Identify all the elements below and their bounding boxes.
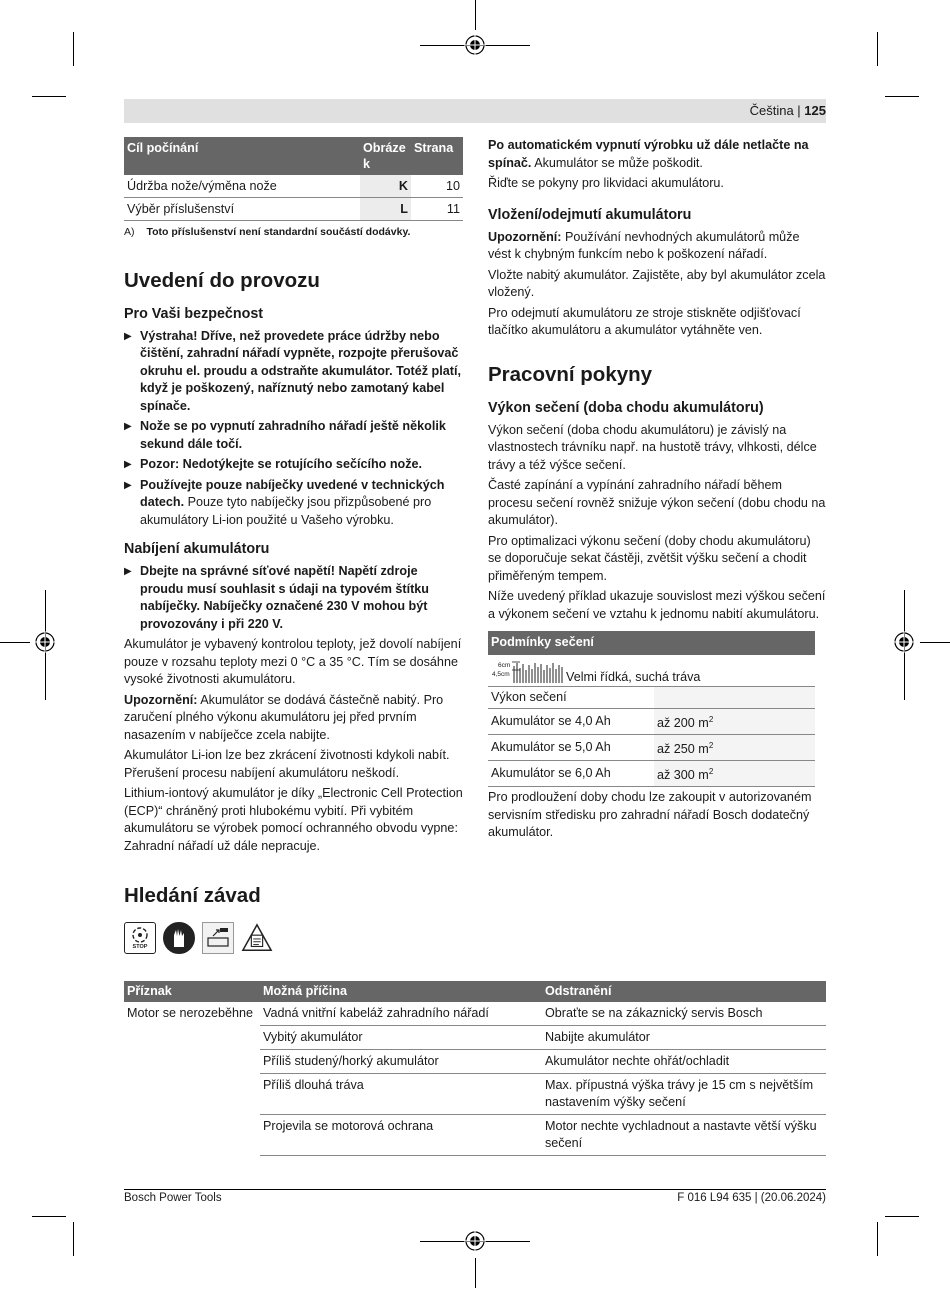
paragraph: Akumulátor je vybavený kontrolou teploty, jež dovolí nabíjení pouze v rozsahu teploty mezi 0 °C a 35 °C. Tím se dosáhne vysoké životnosti akumulátoru.	[124, 637, 462, 686]
conditions-header: Podmínky sečení	[488, 631, 815, 655]
remove-battery-icon	[202, 922, 234, 954]
left-column	[124, 137, 463, 858]
registration-mark-icon	[893, 631, 915, 653]
arrow-bullet-icon: ▶	[124, 421, 132, 432]
table-cell: Údržba nože/výměna nože	[124, 175, 360, 198]
table-cell	[124, 1115, 260, 1156]
crop-mark	[877, 1222, 878, 1256]
table-cell: Akumulátor se 4,0 Ah	[488, 708, 654, 734]
header-remedy: Odstranění	[542, 981, 826, 1002]
crop-mark	[885, 1216, 919, 1217]
bullet-text: Pozor: Nedotýkejte se rotujícího sečícího nože.	[140, 457, 423, 471]
paragraph: Akumulátor Li-ion lze bez zkrácení životnosti kdykoli nabít. Přerušení procesu nabíjení akumulátoru neškodí.	[124, 748, 450, 780]
table-cell: Projevila se motorová ochrana	[260, 1115, 542, 1156]
bullet-text: Dbejte na správné síťové napětí! Napětí zdroje proudu musí souhlasit s údaji na typovém štítku nabíječky. Nabíječky označené 230 V mohou být provozovány i při 220 V.	[140, 564, 429, 631]
table-cell: Max. přípustná výška trávy je 15 cm s největším nastavením výšky sečení	[542, 1074, 826, 1115]
list-item	[124, 456, 463, 474]
table-cell	[124, 1026, 260, 1050]
note-text: Akumulátor se dodává částečně nabitý. Pro zaručení plného výkonu akumulátoru jej před prvním nasazením v nabíječce zcela nabijte.	[124, 692, 444, 742]
table-cell: Příliš studený/horký akumulátor	[260, 1050, 542, 1074]
registration-mark-icon	[34, 631, 56, 653]
paragraph-text: Akumulátor se může poškodit.	[531, 155, 703, 170]
page-header: Čeština | 125	[749, 103, 826, 118]
table-row	[124, 198, 463, 221]
crop-mark	[0, 642, 30, 643]
note-label: Upozornění:	[488, 229, 562, 244]
paragraph: Řiďte se pokyny pro likvidaci akumulátoru.	[488, 176, 724, 190]
crop-mark	[885, 96, 919, 97]
paragraph: Pro prodloužení doby chodu lze zakoupit v autorizovaném servisním středisku pro zahradní nářadí Bosch dodatečný akumulátor.	[488, 790, 812, 840]
footer-brand: Bosch Power Tools	[124, 1192, 222, 1204]
bullet-text: Používejte pouze nabíječky uvedené v technických datech.	[140, 477, 445, 509]
table-cell: Vybitý akumulátor	[260, 1026, 542, 1050]
paragraph: Časté zapínání a vypínání zahradního nářadí během procesu sečení rovněž snižuje výkon sečení (dobu chodu na akumulátor).	[488, 478, 826, 527]
table-cell	[124, 1050, 260, 1074]
heading-nabijeni: Nabíjení akumulátoru	[124, 541, 270, 557]
parts-header-page: Strana	[411, 137, 463, 175]
list-item	[124, 418, 463, 453]
grass-condition-label: Velmi řídká, suchá tráva	[566, 669, 701, 684]
list-item	[124, 328, 463, 416]
table-row	[124, 175, 463, 198]
header-language: Čeština	[749, 103, 794, 118]
heading-pracovni: Pracovní pokyny	[488, 362, 653, 386]
table-cell: Akumulátor nechte ohřát/ochladit	[542, 1050, 826, 1074]
grass-illustration-cell	[488, 655, 815, 687]
paragraph: Výkon sečení (doba chodu akumulátoru) je závislý na vlastnostech trávníku např. na hustotě trávy, vlhkosti, délce trávy a též výšce sečení.	[488, 422, 817, 472]
area-value: až 250 m	[657, 741, 709, 756]
registration-mark-icon	[464, 34, 486, 56]
paragraph: Vložte nabitý akumulátor. Zajistěte, aby byl akumulátor zcela vložený.	[488, 267, 826, 299]
table-row	[488, 760, 815, 786]
table-cell: Motor nechte vychladnout a nastavte větší výšku sečení	[542, 1115, 826, 1156]
area-value: až 300 m	[657, 768, 709, 783]
area-value: až 200 m	[657, 715, 709, 730]
list-item	[124, 563, 463, 633]
table-row	[124, 1115, 826, 1156]
heading-bezpecnost: Pro Vaši bezpečnost	[124, 305, 264, 322]
table-cell	[654, 734, 815, 760]
heading-uvedeni: Uvedení do provozu	[124, 268, 320, 292]
table-cell: 10	[411, 175, 463, 198]
page-number: 125	[804, 103, 826, 118]
table-cell: Příliš dlouhá tráva	[260, 1074, 542, 1115]
table-row	[124, 1002, 826, 1026]
paragraph: Níže uvedený příklad ukazuje souvislost mezi výškou sečení a výkonem sečení ve vztahu k jednomu nabití akumulátoru.	[488, 589, 826, 621]
table-cell: Výběr příslušenství	[124, 198, 360, 221]
list-item	[124, 477, 463, 530]
table-row	[488, 655, 815, 687]
registration-mark-icon	[464, 1230, 486, 1252]
table-cell: Výkon sečení	[488, 686, 654, 708]
arrow-bullet-icon: ▶	[124, 330, 132, 342]
table-cell: 11	[411, 198, 463, 221]
table-cell: Akumulátor se 6,0 Ah	[488, 760, 654, 786]
table-cell	[654, 760, 815, 786]
gloves-icon	[163, 922, 195, 954]
safety-icons	[124, 922, 273, 954]
stop-label: STOP	[132, 944, 148, 950]
paragraph: Pro optimalizaci výkonu sečení (doby chodu akumulátoru) se doporučuje sekat částěji, zvětšit výšku sečení a chodit přiměřeným tempem.	[488, 533, 811, 583]
header-bar	[124, 99, 826, 123]
crop-mark	[32, 1216, 66, 1217]
note-text: Používání nevhodných akumulátorů může vést k chybným funkcím nebo k poškození nářadí.	[488, 229, 800, 261]
parts-header-figure: Obráze k	[360, 137, 411, 175]
table-row	[124, 1026, 826, 1050]
table-cell: Obraťte se na zákaznický servis Bosch	[542, 1002, 826, 1026]
heading-hledani-zavad: Hledání závad	[124, 884, 261, 907]
mowing-conditions-table	[488, 631, 815, 787]
grass-height-45cm: 4,5cm	[492, 670, 510, 678]
area-unit-exponent: 2	[708, 714, 714, 724]
crop-mark	[73, 1222, 74, 1256]
footnote-text: Toto příslušenství není standardní součástí dodávky.	[146, 226, 411, 238]
bullet-text: Pouze tyto nabíječky jsou přizpůsobené pro akumulátory Li-ion použité u Vašeho výrobku.	[140, 495, 432, 527]
paragraph	[124, 692, 463, 745]
crop-mark	[475, 0, 476, 30]
footnote-marker: A)	[124, 226, 135, 238]
parts-header-goal: Cíl počínání	[124, 137, 360, 175]
grass-height-6cm: 6cm	[498, 661, 511, 669]
area-unit-exponent: 2	[708, 740, 714, 750]
header-symptom: Příznak	[124, 981, 260, 1002]
table-cell: Motor se nerozeběhne	[127, 1006, 254, 1020]
bullet-text: Nože se po vypnutí zahradního nářadí ještě několik sekund dále točí.	[140, 419, 446, 451]
table-cell: K	[360, 175, 411, 198]
table-cell: Nabijte akumulátor	[542, 1026, 826, 1050]
paragraph: Pro odejmutí akumulátoru ze stroje stiskněte odjišťovací tlačítko akumulátoru a akumulátor vytáhněte ven.	[488, 305, 801, 337]
paragraph	[488, 137, 826, 172]
footer-doc-id: F 016 L94 635 | (20.06.2024)	[677, 1192, 826, 1204]
note-label: Upozornění:	[124, 692, 198, 707]
grass-height-icon	[490, 658, 564, 686]
arrow-bullet-icon: ▶	[124, 479, 132, 491]
crop-mark	[475, 1258, 476, 1288]
table-row	[124, 1074, 826, 1115]
header-cause: Možná příčina	[260, 981, 542, 1002]
table-cell	[654, 686, 815, 708]
table-cell: Akumulátor se 5,0 Ah	[488, 734, 654, 760]
paragraph	[488, 229, 826, 264]
table-row	[488, 708, 815, 734]
bullet-text: Výstraha! Dříve, než provedete práce údržby nebo čištění, zahradní nářadí vypněte, rozpojte přerušovač okruhu el. proudu a odstraňte akumulátor. Totéž platí, když je poškozený, naříznutý nebo zamotaný kabel spínače.	[140, 328, 461, 413]
table-row	[488, 686, 815, 708]
table-cell: L	[360, 198, 411, 221]
footer-rule	[124, 1189, 826, 1190]
troubleshooting-table	[124, 981, 826, 1156]
area-unit-exponent: 2	[708, 766, 714, 776]
table-cell	[654, 708, 815, 734]
arrow-bullet-icon: ▶	[124, 566, 132, 577]
heading-vykon: Výkon sečení (doba chodu akumulátoru)	[488, 399, 764, 416]
arrow-bullet-icon: ▶	[124, 459, 132, 470]
table-footnote	[124, 224, 463, 242]
read-manual-icon	[241, 922, 273, 954]
warning-text: Po automatickém vypnutí výrobku už dále netlačte na spínač.	[488, 138, 809, 170]
table-row	[124, 1050, 826, 1074]
crop-mark	[32, 96, 66, 97]
crop-mark	[920, 642, 950, 643]
stop-rotation-icon	[124, 922, 156, 954]
table-cell: Vadná vnitřní kabeláž zahradního nářadí	[260, 1002, 542, 1026]
paragraph: Lithium-iontový akumulátor je díky „Electronic Cell Protection (ECP)“ chráněný proti hlubokému vybití. Při vybitém akumulátoru se výrobek pomocí ochranného obvodu vypne: Zahradní nářadí už dále nepracuje.	[124, 786, 463, 853]
table-row	[488, 734, 815, 760]
crop-mark	[877, 32, 878, 66]
parts-table	[124, 137, 463, 221]
crop-mark	[73, 32, 74, 66]
table-cell	[124, 1074, 260, 1115]
right-column	[488, 137, 826, 845]
heading-vlozeni: Vložení/odejmutí akumulátoru	[488, 206, 692, 223]
